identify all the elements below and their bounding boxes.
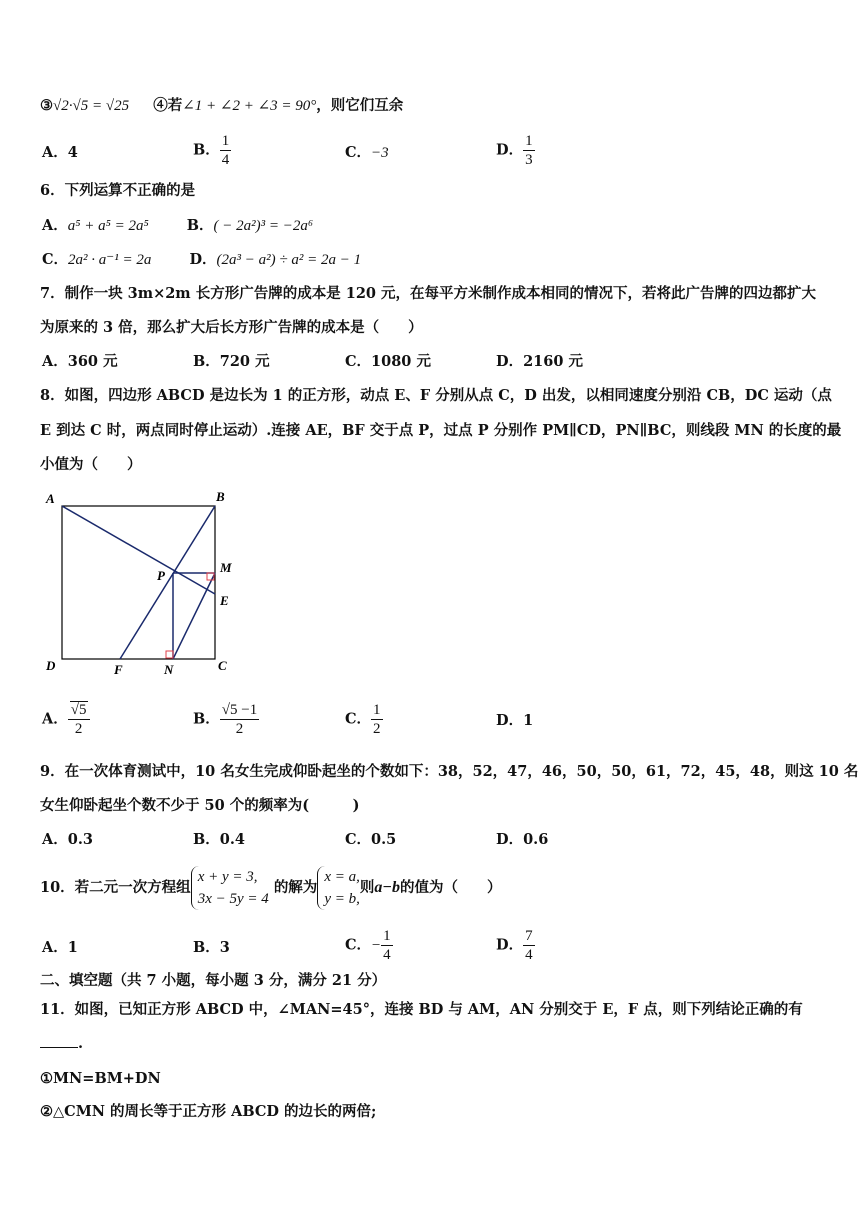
segment-mn: [173, 573, 215, 659]
q8-line2: E 到达 C 时，两点同时停止运动）.连接 AE，BF 交于点 P，过点 P 分别作 PM∥CD，PN∥BC，则线段 MN 的长度的最: [40, 422, 842, 439]
fraction: $\frac{1}{4}$: [383, 928, 391, 963]
q8-option-d: D．1: [496, 712, 534, 729]
segment-ae: [62, 506, 215, 594]
q7-option-d: D．2160 元: [496, 353, 583, 370]
fraction: $\frac{1}{4}$: [221, 133, 230, 168]
label-f: F: [114, 662, 123, 677]
q7-line2: 为原来的 3 倍，那么扩大后长方形广告牌的成本是（ ）: [40, 319, 423, 336]
q7-line1: 7．制作一块 3m×2m 长方形广告牌的成本是 120 元，在每平方米制作成本相同的情况下，若将此广告牌的四边都扩大: [40, 285, 817, 302]
q5-items-line: [40, 96, 403, 116]
label-c: C: [218, 658, 227, 673]
label-a: A: [46, 491, 55, 506]
q5-item3-math: √2·√5 = √25: [53, 98, 130, 114]
q5-option-b: B． $\frac{1}{4}$: [193, 133, 230, 168]
q10-option-d: D． $\frac{7}{4}$: [496, 928, 533, 963]
q9-line1: 9．在一次体育测试中，10 名女生完成仰卧起坐的个数如下：38，52，47，46，50，50，61，72，45，48，则这 10 名: [40, 763, 859, 780]
equation-system: x + y = 3, 3x − 5y = 4: [191, 866, 269, 910]
segment-bf: [120, 506, 215, 659]
q7-option-a: A．360 元: [42, 353, 118, 370]
q5-option-a: A．4: [42, 144, 78, 161]
section-2-heading: 二、填空题（共 7 小题，每小题 3 分，满分 21 分）: [40, 972, 387, 989]
q5-item3-prefix: ③: [40, 97, 53, 114]
q9-option-c: C．0.5: [345, 831, 397, 848]
q9-option-b: B．0.4: [193, 831, 245, 848]
q9-option-d: D．0.6: [496, 831, 549, 848]
q10-option-b: B．3: [193, 939, 230, 956]
fraction: $\frac{1}{3}$: [525, 133, 533, 168]
q6-options-row2: C．2a² · a⁻¹ = 2a D．(2a³ − a²) ÷ a² = 2a − 1: [42, 251, 362, 268]
label-d: D: [46, 658, 56, 673]
q5-item4-prefix: ④若: [153, 97, 183, 114]
label-p: P: [157, 568, 165, 583]
q7-option-b: B．720 元: [193, 353, 270, 370]
fraction: $\frac{1}{2}$: [373, 702, 381, 737]
solution-system: x = a, y = b,: [317, 866, 360, 910]
q5-option-c: C．−3: [345, 144, 389, 161]
q8-option-b: B． $\frac{√5 -1}{2}$: [193, 702, 258, 737]
q11-line1: 11．如图，已知正方形 ABCD 中，∠MAN=45°，连接 BD 与 AM，AN 分别交于 E，F 点，则下列结论正确的有: [40, 1001, 803, 1018]
q11-blank-line: .: [40, 1034, 83, 1054]
q8-option-a: A． $\frac{√5}{2}$: [42, 701, 90, 738]
q8-square-figure: [40, 488, 240, 683]
q8-line3: 小值为（ ）: [40, 456, 142, 473]
fraction: $\frac{√5 -1}{2}$: [221, 702, 258, 737]
q5-item4-math: ∠1 + ∠2 + ∠3 = 90°: [182, 98, 317, 114]
q6-options-row1: A．a⁵ + a⁵ = 2a⁵ B．( − 2a²)³ = −2a⁶: [42, 217, 314, 234]
label-m: M: [220, 560, 232, 575]
q6-stem: 6．下列运算不正确的是: [40, 182, 196, 199]
q9-line2: 女生仰卧起坐个数不少于 50 个的频率为( ): [40, 797, 360, 814]
q10-stem: 10．若二元一次方程组x + y = 3, 3x − 5y = 4 的解为x = a, y = b,则a−b的值为（ ）: [40, 866, 502, 910]
q5-option-d: D． $\frac{1}{3}$: [496, 133, 533, 168]
label-e: E: [220, 593, 229, 608]
square-abcd: [62, 506, 215, 659]
label-n: N: [164, 662, 174, 677]
label-b: B: [216, 489, 225, 504]
q11-item2: ②△CMN 的周长等于正方形 ABCD 的边长的两倍;: [40, 1103, 377, 1120]
q10-option-c: C．− $\frac{1}{4}$: [345, 928, 391, 963]
fraction: $\frac{√5}{2}$: [68, 701, 90, 738]
q10-option-a: A．1: [42, 939, 78, 956]
fraction: $\frac{7}{4}$: [525, 928, 533, 963]
right-angle-mark-n: [166, 651, 173, 658]
q7-option-c: C．1080 元: [345, 353, 431, 370]
q8-line1: 8．如图，四边形 ABCD 是边长为 1 的正方形，动点 E、F 分别从点 C，D 出发，以相同速度分别沿 CB，DC 运动（点: [40, 387, 832, 404]
answer-blank: [40, 1047, 78, 1048]
q11-item1: ①MN=BM+DN: [40, 1070, 161, 1087]
q9-option-a: A．0.3: [42, 831, 93, 848]
q8-option-c: C． $\frac{1}{2}$: [345, 702, 381, 737]
q5-item4-suffix: ，则它们互余: [316, 97, 404, 114]
